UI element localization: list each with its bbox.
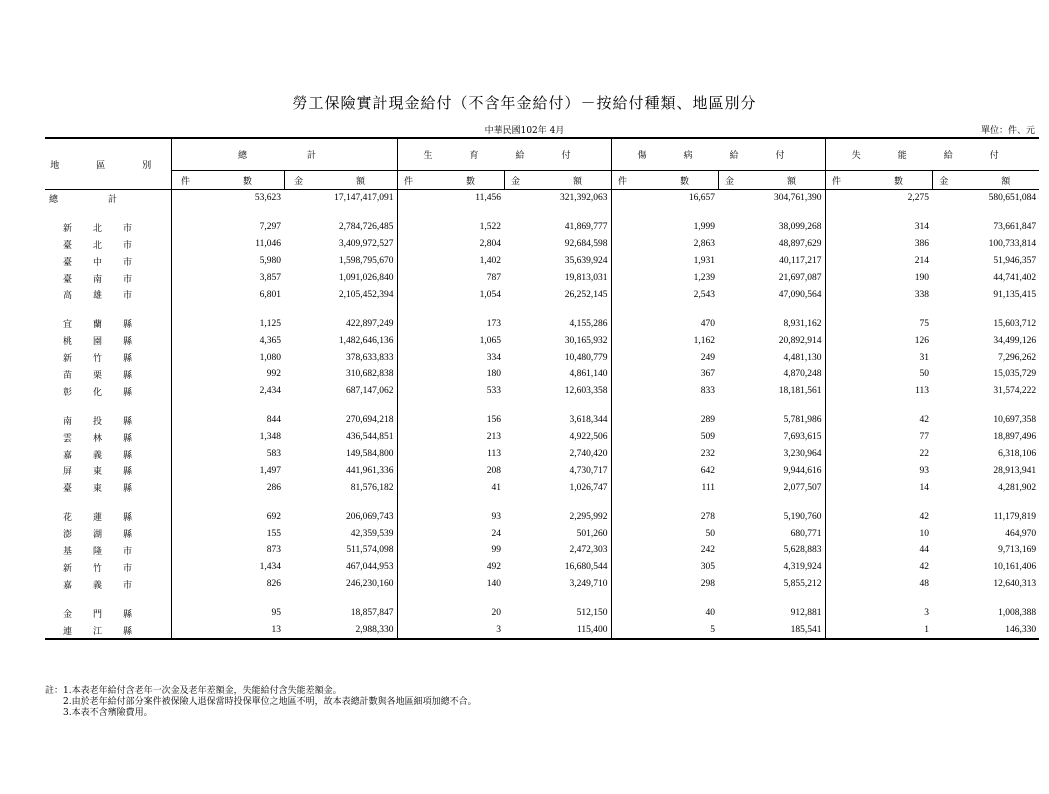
region-cell xyxy=(45,525,171,542)
count-cell: 155 xyxy=(171,525,284,542)
amount-cell: 47,090,564 xyxy=(778,289,822,300)
region-cell xyxy=(45,479,171,496)
amount-cell: 441,961,336 xyxy=(346,465,394,476)
amount-cell: 501,260 xyxy=(576,528,608,539)
count-cell: 826 xyxy=(171,576,284,593)
table-row xyxy=(45,349,1039,366)
count-cell: 40 xyxy=(611,605,718,622)
region-cell xyxy=(45,622,171,640)
report-title: 勞工保險實計現金給付（不含年金給付）－按給付種類、地區別分 xyxy=(292,94,757,112)
count-cell: 583 xyxy=(171,446,284,463)
count-cell: 249 xyxy=(611,349,718,366)
count-cell: 93 xyxy=(825,462,932,479)
count-cell: 334 xyxy=(397,349,504,366)
amount-cell: 146,330 xyxy=(932,622,1039,640)
footnote: 2.由於老年給付部分案件被保險人退保當時投保單位之地區不明，故本表總計數與各地區細項加總不合。 xyxy=(45,697,477,707)
count-cell: 2,434 xyxy=(171,383,284,400)
report-date: 中華民國102年 4月 xyxy=(484,126,565,136)
amount-cell: 41,869,777 xyxy=(564,222,608,233)
table-row xyxy=(45,219,1039,236)
amount-cell: 12,640,313 xyxy=(993,579,1037,590)
count-cell: 180 xyxy=(397,366,504,383)
count-cell: 1,239 xyxy=(611,270,718,287)
count-cell: 111 xyxy=(611,479,718,496)
region-name: 雲 林 縣 xyxy=(63,432,133,443)
count-cell: 232 xyxy=(611,446,718,463)
count-cell: 3 xyxy=(825,605,932,622)
footnote: 註：1.本表老年給付含老年一次金及老年差額金，失能給付含失能差額金。 xyxy=(45,686,342,696)
count-cell: 1 xyxy=(825,622,932,640)
amount-cell: 1,598,795,670 xyxy=(338,256,394,267)
amount-cell: 31,574,222 xyxy=(993,386,1037,397)
region-name: 嘉 義 縣 xyxy=(63,449,133,460)
amount-cell: 1,482,646,136 xyxy=(338,335,394,346)
region-name: 臺 中 市 xyxy=(63,256,133,267)
amount-cell: 51,946,357 xyxy=(993,256,1037,267)
amount-cell: 3,230,964 xyxy=(783,449,822,460)
region-name: 連 江 縣 xyxy=(63,625,133,636)
amount-cell: 4,319,924 xyxy=(783,562,822,573)
region-cell xyxy=(45,190,171,207)
amount-cell: 21,697,087 xyxy=(778,273,822,283)
amount-cell: 17,147,417,091 xyxy=(334,193,394,204)
region-name: 桃 園 縣 xyxy=(63,336,133,347)
count-cell: 7,297 xyxy=(171,219,284,236)
count-cell: 140 xyxy=(397,576,504,593)
amount-cell: 11,179,819 xyxy=(993,511,1037,522)
footnote: 3.本表不含殯險費用。 xyxy=(45,708,153,718)
region-cell xyxy=(45,462,171,479)
amount-cell: 10,480,779 xyxy=(564,352,608,363)
amount-cell: 19,813,031 xyxy=(564,273,608,283)
count-cell: 53,623 xyxy=(171,190,284,207)
count-cell: 190 xyxy=(825,270,932,287)
amount-cell: 378,633,833 xyxy=(346,352,394,363)
amount-cell: 1,026,747 xyxy=(569,482,608,493)
region-cell xyxy=(45,253,171,270)
table-row xyxy=(45,315,1039,332)
amount-cell: 30,165,932 xyxy=(564,335,608,346)
amount-cell: 246,230,160 xyxy=(346,579,394,590)
count-cell: 31 xyxy=(825,349,932,366)
count-cell: 286 xyxy=(171,479,284,496)
amount-cell: 2,988,330 xyxy=(284,622,397,640)
region-name: 總 計 xyxy=(49,193,118,204)
amount-cell: 3,618,344 xyxy=(569,415,608,426)
amount-cell: 185,541 xyxy=(718,622,825,640)
count-cell: 5,980 xyxy=(171,253,284,270)
amount-cell: 3,249,710 xyxy=(569,579,608,590)
amount-cell: 7,296,262 xyxy=(998,352,1037,363)
amount-cell: 2,295,992 xyxy=(569,511,608,522)
count-cell: 14 xyxy=(825,479,932,496)
amount-cell: 42,359,539 xyxy=(350,528,394,539)
amount-cell: 9,713,169 xyxy=(998,545,1037,556)
count-cell: 2,863 xyxy=(611,236,718,253)
count-header: 件 數 xyxy=(825,171,932,190)
region-name: 新 竹 市 xyxy=(63,562,133,573)
amount-cell: 10,697,358 xyxy=(993,415,1037,426)
table-row xyxy=(45,429,1039,446)
region-name: 新 北 市 xyxy=(63,222,133,233)
count-cell: 509 xyxy=(611,429,718,446)
amount-cell: 18,181,561 xyxy=(778,386,822,397)
count-cell: 533 xyxy=(397,383,504,400)
count-cell: 214 xyxy=(825,253,932,270)
region-cell xyxy=(45,366,171,383)
table-row xyxy=(45,605,1039,622)
count-cell: 1,402 xyxy=(397,253,504,270)
region-cell xyxy=(45,219,171,236)
count-cell: 314 xyxy=(825,219,932,236)
amount-cell: 206,069,743 xyxy=(346,511,394,522)
count-cell: 1,522 xyxy=(397,219,504,236)
table-row xyxy=(45,622,1039,640)
region-name: 臺 北 市 xyxy=(63,239,133,250)
count-cell: 50 xyxy=(611,525,718,542)
count-cell: 278 xyxy=(611,508,718,525)
count-cell: 113 xyxy=(825,383,932,400)
spacer-row xyxy=(45,496,1039,508)
count-cell: 692 xyxy=(171,508,284,525)
table-row xyxy=(45,542,1039,559)
count-cell: 99 xyxy=(397,542,504,559)
footnotes xyxy=(45,686,477,719)
amount-cell: 10,161,406 xyxy=(993,562,1037,573)
region-name: 金 門 縣 xyxy=(63,608,133,619)
region-name: 苗 栗 縣 xyxy=(63,369,133,380)
count-cell: 3 xyxy=(397,622,504,640)
region-cell xyxy=(45,349,171,366)
amount-cell: 4,861,140 xyxy=(569,369,608,380)
amount-cell: 422,897,249 xyxy=(346,318,394,329)
amount-cell: 4,481,130 xyxy=(783,352,822,363)
region-cell xyxy=(45,332,171,349)
region-name: 南 投 縣 xyxy=(63,415,133,426)
count-cell: 41 xyxy=(397,479,504,496)
statistics-table xyxy=(45,137,1039,640)
amount-cell: 2,740,420 xyxy=(569,449,608,460)
count-cell: 338 xyxy=(825,286,932,303)
amount-cell: 149,584,800 xyxy=(346,449,394,460)
spacer-row xyxy=(45,303,1039,315)
amount-cell: 18,857,847 xyxy=(350,608,394,619)
count-cell: 4,365 xyxy=(171,332,284,349)
amount-cell: 4,155,286 xyxy=(569,318,608,329)
amount-cell: 467,044,953 xyxy=(346,562,394,573)
amount-cell: 7,693,615 xyxy=(783,432,822,443)
group-header-sickness: 傷 病 給 付 xyxy=(611,138,825,171)
count-cell: 173 xyxy=(397,315,504,332)
amount-cell: 580,651,084 xyxy=(988,193,1037,204)
count-cell: 1,999 xyxy=(611,219,718,236)
count-cell: 2,543 xyxy=(611,286,718,303)
amount-cell: 270,694,218 xyxy=(346,415,394,426)
amount-cell: 464,970 xyxy=(1005,528,1037,539)
amount-cell: 1,008,388 xyxy=(998,608,1037,619)
count-cell: 24 xyxy=(397,525,504,542)
amount-cell: 1,091,026,840 xyxy=(338,273,394,283)
count-cell: 1,434 xyxy=(171,559,284,576)
region-name: 臺 南 市 xyxy=(63,273,133,284)
region-cell xyxy=(45,559,171,576)
count-cell: 844 xyxy=(171,412,284,429)
amount-header: 金 額 xyxy=(284,171,397,190)
amount-cell: 34,499,126 xyxy=(993,335,1037,346)
table-row xyxy=(45,559,1039,576)
table-row xyxy=(45,270,1039,287)
amount-cell: 40,117,217 xyxy=(779,256,822,267)
region-cell xyxy=(45,429,171,446)
amount-cell: 310,682,838 xyxy=(346,369,394,380)
amount-cell: 38,099,268 xyxy=(778,222,822,233)
count-header: 件 數 xyxy=(397,171,504,190)
table-body xyxy=(45,190,1039,640)
amount-cell: 4,730,717 xyxy=(569,465,608,476)
table-row xyxy=(45,190,1039,207)
count-header: 件 數 xyxy=(611,171,718,190)
count-cell: 48 xyxy=(825,576,932,593)
amount-cell: 16,680,544 xyxy=(564,562,608,573)
amount-cell: 92,684,598 xyxy=(564,239,608,250)
region-name: 彰 化 縣 xyxy=(63,386,133,397)
amount-cell: 2,472,303 xyxy=(569,545,608,556)
count-cell: 50 xyxy=(825,366,932,383)
region-name: 高 雄 市 xyxy=(63,290,133,301)
table-row xyxy=(45,508,1039,525)
region-name: 花 蓮 縣 xyxy=(63,512,133,523)
count-cell: 787 xyxy=(397,270,504,287)
amount-cell: 26,252,145 xyxy=(564,289,608,300)
count-cell: 873 xyxy=(171,542,284,559)
table-row xyxy=(45,383,1039,400)
count-cell: 10 xyxy=(825,525,932,542)
count-cell: 208 xyxy=(397,462,504,479)
region-header: 地 區 別 xyxy=(50,159,166,170)
spacer-row xyxy=(45,400,1039,412)
count-cell: 1,348 xyxy=(171,429,284,446)
count-cell: 93 xyxy=(397,508,504,525)
table-row xyxy=(45,286,1039,303)
amount-cell: 2,077,507 xyxy=(783,482,822,493)
amount-cell: 48,897,629 xyxy=(778,239,822,250)
amount-cell: 5,190,760 xyxy=(783,511,822,522)
amount-cell: 2,105,452,394 xyxy=(338,289,394,300)
count-cell: 156 xyxy=(397,412,504,429)
group-header-total: 總 計 xyxy=(171,138,397,171)
table-row xyxy=(45,236,1039,253)
amount-cell: 12,603,358 xyxy=(564,386,608,397)
table-row xyxy=(45,253,1039,270)
amount-cell: 18,897,496 xyxy=(993,432,1037,443)
amount-cell: 28,913,941 xyxy=(993,465,1037,476)
count-cell: 1,054 xyxy=(397,286,504,303)
count-cell: 1,931 xyxy=(611,253,718,270)
region-name: 宜 蘭 縣 xyxy=(63,319,133,330)
region-cell xyxy=(45,542,171,559)
spacer-row xyxy=(45,207,1039,219)
amount-cell: 3,409,972,527 xyxy=(338,239,394,250)
amount-header: 金 額 xyxy=(718,171,825,190)
region-cell xyxy=(45,383,171,400)
region-cell xyxy=(45,576,171,593)
group-header-maternity: 生 育 給 付 xyxy=(397,138,611,171)
amount-cell: 5,628,883 xyxy=(783,545,822,556)
amount-cell: 436,544,851 xyxy=(346,432,394,443)
amount-cell: 100,733,814 xyxy=(988,239,1037,250)
amount-cell: 44,741,402 xyxy=(993,273,1037,283)
count-cell: 833 xyxy=(611,383,718,400)
amount-cell: 81,576,182 xyxy=(350,482,394,493)
count-cell: 213 xyxy=(397,429,504,446)
count-cell: 22 xyxy=(825,446,932,463)
region-cell xyxy=(45,412,171,429)
count-cell: 77 xyxy=(825,429,932,446)
count-cell: 642 xyxy=(611,462,718,479)
count-cell: 305 xyxy=(611,559,718,576)
region-name: 澎 湖 縣 xyxy=(63,529,133,540)
amount-cell: 687,147,062 xyxy=(346,386,394,397)
count-cell: 2,804 xyxy=(397,236,504,253)
amount-cell: 115,400 xyxy=(504,622,611,640)
group-header-disability: 失 能 給 付 xyxy=(825,138,1039,171)
amount-cell: 15,035,729 xyxy=(993,369,1037,380)
amount-cell: 5,855,212 xyxy=(783,579,822,590)
region-name: 基 隆 市 xyxy=(63,545,133,556)
count-cell: 1,125 xyxy=(171,315,284,332)
amount-cell: 73,661,847 xyxy=(993,222,1037,233)
amount-cell: 680,771 xyxy=(790,528,822,539)
count-cell: 42 xyxy=(825,412,932,429)
region-cell xyxy=(45,446,171,463)
region-cell xyxy=(45,286,171,303)
amount-header: 金 額 xyxy=(504,171,611,190)
count-cell: 1,162 xyxy=(611,332,718,349)
count-cell: 386 xyxy=(825,236,932,253)
count-cell: 11,456 xyxy=(397,190,504,207)
amount-cell: 9,944,616 xyxy=(783,465,822,476)
table-row xyxy=(45,366,1039,383)
region-name: 嘉 義 市 xyxy=(63,579,133,590)
count-cell: 11,046 xyxy=(171,236,284,253)
count-cell: 3,857 xyxy=(171,270,284,287)
table-row xyxy=(45,332,1039,349)
count-cell: 992 xyxy=(171,366,284,383)
count-cell: 5 xyxy=(611,622,718,640)
count-header: 件 數 xyxy=(171,171,284,190)
region-cell xyxy=(45,236,171,253)
amount-cell: 91,135,415 xyxy=(993,289,1037,300)
amount-cell: 4,281,902 xyxy=(998,482,1037,493)
region-name: 新 竹 縣 xyxy=(63,353,133,364)
amount-cell: 512,150 xyxy=(576,608,608,619)
table-row xyxy=(45,525,1039,542)
region-cell xyxy=(45,605,171,622)
amount-cell: 321,392,063 xyxy=(560,193,608,204)
amount-cell: 8,931,162 xyxy=(783,318,822,329)
count-cell: 298 xyxy=(611,576,718,593)
table-row xyxy=(45,462,1039,479)
count-cell: 1,080 xyxy=(171,349,284,366)
unit-label: 單位：件、元 xyxy=(980,126,1035,136)
amount-header: 金 額 xyxy=(932,171,1039,190)
count-cell: 20 xyxy=(397,605,504,622)
spacer-row xyxy=(45,593,1039,605)
amount-cell: 35,639,924 xyxy=(564,256,608,267)
count-cell: 126 xyxy=(825,332,932,349)
count-cell: 242 xyxy=(611,542,718,559)
table-row xyxy=(45,479,1039,496)
amount-cell: 2,784,726,485 xyxy=(338,222,394,233)
amount-cell: 511,574,098 xyxy=(346,545,394,556)
count-cell: 42 xyxy=(825,508,932,525)
count-cell: 470 xyxy=(611,315,718,332)
amount-cell: 912,881 xyxy=(790,608,822,619)
region-name: 屏 東 縣 xyxy=(63,466,133,477)
amount-cell: 4,870,248 xyxy=(783,369,822,380)
region-cell xyxy=(45,315,171,332)
region-name: 臺 東 縣 xyxy=(63,483,133,494)
count-cell: 16,657 xyxy=(611,190,718,207)
amount-cell: 20,892,914 xyxy=(778,335,822,346)
count-cell: 42 xyxy=(825,559,932,576)
amount-cell: 5,781,986 xyxy=(783,415,822,426)
count-cell: 113 xyxy=(397,446,504,463)
count-cell: 75 xyxy=(825,315,932,332)
table-row xyxy=(45,576,1039,593)
count-cell: 492 xyxy=(397,559,504,576)
region-cell xyxy=(45,508,171,525)
amount-cell: 304,761,390 xyxy=(774,193,822,204)
count-cell: 95 xyxy=(171,605,284,622)
count-cell: 289 xyxy=(611,412,718,429)
count-cell: 2,275 xyxy=(825,190,932,207)
count-cell: 6,801 xyxy=(171,286,284,303)
count-cell: 367 xyxy=(611,366,718,383)
amount-cell: 15,603,712 xyxy=(993,318,1037,329)
count-cell: 1,065 xyxy=(397,332,504,349)
count-cell: 44 xyxy=(825,542,932,559)
table-header xyxy=(45,138,1039,190)
region-cell xyxy=(45,270,171,287)
count-cell: 1,497 xyxy=(171,462,284,479)
amount-cell: 4,922,506 xyxy=(569,432,608,443)
table-row xyxy=(45,446,1039,463)
amount-cell: 6,318,106 xyxy=(998,449,1037,460)
count-cell: 13 xyxy=(171,622,284,640)
table-row xyxy=(45,412,1039,429)
